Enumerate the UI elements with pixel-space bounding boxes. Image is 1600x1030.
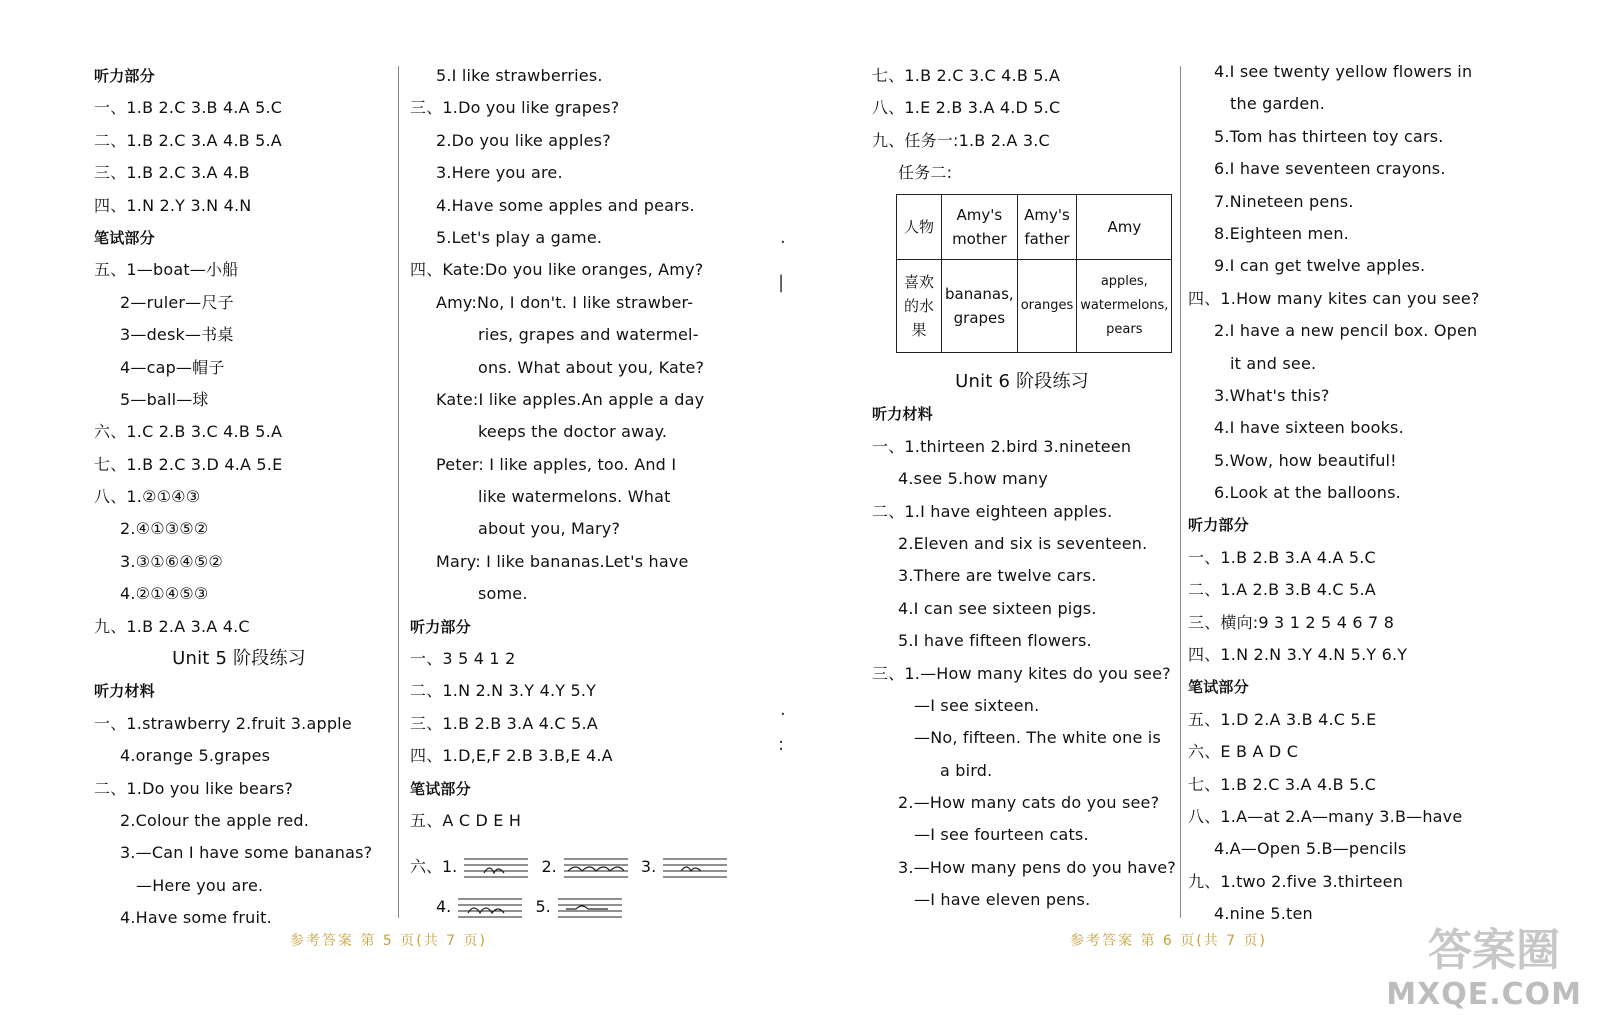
answer-line: 一、1.B 2.C 3.B 4.A 5.C: [94, 98, 283, 118]
answer-line: 7.Nineteen pens.: [1214, 191, 1354, 211]
answer-line: 8.Eighteen men.: [1214, 223, 1349, 243]
answer-line: 四、1.How many kites can you see?: [1188, 288, 1480, 308]
section-heading: 笔试部分: [94, 228, 155, 247]
answer-line: 七、1.B 2.C 3.A 4.B 5.C: [1188, 774, 1377, 794]
fruit-preference-table: [896, 194, 1172, 353]
answer-line: 2.④①③⑤②: [120, 519, 209, 539]
unit-title: Unit 5 阶段练习: [172, 648, 306, 670]
answer-line: 三、1.Do you like grapes?: [410, 98, 620, 118]
answer-line: like watermelons. What: [478, 487, 671, 507]
answer-line: a bird.: [940, 760, 993, 780]
answer-line: Peter: I like apples, too. And I: [436, 454, 677, 474]
answer-line: 九、1.two 2.five 3.thirteen: [1188, 871, 1404, 891]
row-six-item-5: 5.: [535, 897, 551, 916]
answer-line: keeps the doctor away.: [478, 422, 668, 442]
answer-line: 3—desk—书桌: [120, 325, 234, 345]
answer-line: 任务二:: [898, 163, 953, 183]
row-six-item-2: 2.: [541, 857, 557, 876]
table-cell: Amy: [1077, 195, 1172, 260]
answer-line: 六、1.C 2.B 3.C 4.B 5.A: [94, 422, 283, 442]
answer-line: 四、1.N 2.Y 3.N 4.N: [94, 195, 252, 215]
table-header-cell: 人物: [897, 195, 942, 260]
page5-footer: 参考答案 第 5 页(共 7 页): [290, 933, 487, 949]
answer-line: 五、A C D E H: [410, 810, 522, 830]
page6-footer: 参考答案 第 6 页(共 7 页): [1070, 933, 1267, 949]
answer-line: about you, Mary?: [478, 519, 621, 539]
staff-answer-4: [458, 895, 522, 921]
answer-line: 5.Let's play a game.: [436, 227, 603, 247]
answer-line: 二、1.Do you like bears?: [94, 778, 294, 798]
answer-line: 八、1.E 2.B 3.A 4.D 5.C: [872, 98, 1061, 118]
answer-line: 4.Have some fruit.: [120, 908, 272, 928]
answer-line: 二、1.A 2.B 3.B 4.C 5.A: [1188, 580, 1376, 600]
table-row: [897, 260, 1172, 353]
answer-line: 七、1.B 2.C 3.D 4.A 5.E: [94, 454, 283, 474]
answer-line: 五、1—boat—小船: [94, 260, 239, 280]
answer-line: 3.Here you are.: [436, 163, 563, 183]
answer-line: 4.I have sixteen books.: [1214, 418, 1404, 438]
section-heading: 听力部分: [94, 67, 155, 85]
section-heading: 听力部分: [1188, 516, 1249, 535]
answer-line: it and see.: [1230, 353, 1317, 373]
answer-line: 9.I can get twelve apples.: [1214, 256, 1426, 276]
row-six-item-4: 4.: [436, 897, 452, 916]
answer-line: 2.—How many cats do you see?: [898, 793, 1160, 813]
page6-column-divider: [1180, 66, 1181, 918]
answer-line: 2.I have a new pencil box. Open: [1214, 321, 1478, 341]
answer-line: 五、1.D 2.A 3.B 4.C 5.E: [1188, 709, 1377, 729]
answer-line: 4.I can see sixteen pigs.: [898, 598, 1097, 618]
binding-mark: :: [778, 734, 785, 755]
answer-line: 一、1.B 2.B 3.A 4.A 5.C: [1188, 547, 1376, 567]
answer-line: 5—ball—球: [120, 389, 209, 409]
answer-line: 2.Do you like apples?: [436, 130, 611, 150]
section-heading: 听力材料: [94, 682, 155, 701]
answer-line: Amy:No, I don't. I like strawber-: [436, 292, 694, 312]
page5-column-divider: [398, 66, 399, 918]
answer-line: 八、1.②①④③: [94, 487, 201, 507]
answer-line: —No, fifteen. The white one is: [914, 728, 1161, 748]
page6-left-column-bottom: [872, 366, 1176, 917]
answer-line: 2.Colour the apple red.: [120, 810, 310, 830]
binding-mark: |: [778, 272, 785, 293]
answer-line: some.: [478, 584, 528, 604]
answer-line: 5.Tom has thirteen toy cars.: [1214, 126, 1444, 146]
answer-line: ons. What about you, Kate?: [478, 357, 705, 377]
answer-line: 5.Wow, how beautiful!: [1214, 450, 1397, 470]
answer-line: 三、1.—How many kites do you see?: [872, 663, 1171, 683]
unit-title: Unit 6 阶段练习: [955, 371, 1089, 392]
answer-line: 4.orange 5.grapes: [120, 746, 271, 766]
row-six-prefix: 六、1.: [410, 857, 458, 876]
answer-line: —Here you are.: [136, 875, 264, 895]
answer-line: —I see sixteen.: [914, 695, 1040, 715]
answer-line: 九、1.B 2.A 3.A 4.C: [94, 616, 250, 636]
section-heading: 笔试部分: [410, 779, 471, 798]
watermark-site: MXQE.COM: [1386, 977, 1582, 1012]
table-cell: Amy's father: [1017, 195, 1077, 260]
answer-line: 3.③①⑥④⑤②: [120, 551, 223, 571]
binding-mark: ·: [780, 704, 786, 725]
table-cell: bananas, grapes: [942, 260, 1018, 353]
page5-right-column: [410, 60, 730, 837]
answer-line: —I see fourteen cats.: [914, 825, 1089, 845]
answer-line: ries, grapes and watermel-: [478, 325, 699, 345]
answer-line: 4.②①④⑤③: [120, 584, 209, 604]
answer-line: 二、1.I have eighteen apples.: [872, 501, 1113, 521]
answer-line: 3.What's this?: [1214, 385, 1330, 405]
answer-line: 4.A—Open 5.B—pencils: [1214, 839, 1407, 859]
section-heading: 笔试部分: [1188, 678, 1249, 697]
watermark-logo: 答案圈: [1428, 925, 1560, 976]
answer-line: 四、Kate:Do you like oranges, Amy?: [410, 260, 704, 280]
answer-line: 3.—Can I have some bananas?: [120, 843, 373, 863]
answer-line: —I have eleven pens.: [914, 890, 1091, 910]
page5-left-column: [94, 60, 384, 935]
section-heading: 听力部分: [410, 617, 471, 636]
answer-line: 6.Look at the balloons.: [1214, 483, 1401, 503]
table-cell: Amy's mother: [942, 195, 1018, 260]
answer-line: 3.There are twelve cars.: [898, 566, 1097, 586]
answer-line: 一、1.strawberry 2.fruit 3.apple: [94, 713, 352, 733]
answer-line: 三、1.B 2.B 3.A 4.C 5.A: [410, 713, 598, 733]
answer-line: 六、E B A D C: [1188, 742, 1299, 762]
answer-line: Kate:I like apples.An apple a day: [436, 389, 705, 409]
row-six-item-3: 3.: [640, 857, 657, 876]
answer-line: 一、3 5 4 1 2: [410, 649, 516, 669]
answer-line: 5.I like strawberries.: [436, 66, 603, 85]
page6-left-column-top: [872, 60, 1172, 190]
section-heading: 听力材料: [872, 405, 933, 424]
binding-mark: ·: [780, 232, 786, 253]
answer-line: 二、1.N 2.N 3.Y 4.Y 5.Y: [410, 681, 597, 701]
table-header-cell: 喜欢的水果: [897, 260, 942, 353]
answer-line: 一、1.thirteen 2.bird 3.nineteen: [872, 436, 1132, 456]
answer-line: 6.I have seventeen crayons.: [1214, 159, 1446, 179]
answer-line: 七、1.B 2.C 3.C 4.B 5.A: [872, 66, 1061, 85]
answer-line: the garden.: [1230, 94, 1326, 114]
answer-line: Mary: I like bananas.Let's have: [436, 551, 689, 571]
answer-line: 4.Have some apples and pears.: [436, 195, 695, 215]
answer-line: 三、横向:9 3 1 2 5 4 6 7 8: [1188, 612, 1395, 632]
staff-answer-1: [464, 855, 528, 881]
staff-answer-2: [564, 855, 628, 881]
answer-line: 二、1.B 2.C 3.A 4.B 5.A: [94, 130, 282, 150]
answer-line: 四、1.D,E,F 2.B 3.B,E 4.A: [410, 746, 613, 766]
answer-line: 4.I see twenty yellow flowers in: [1214, 62, 1473, 81]
answer-row-six-b: [436, 892, 622, 922]
table-cell: apples, watermelons, pears: [1077, 260, 1172, 353]
answer-line: 5.I have fifteen flowers.: [898, 631, 1092, 651]
answer-line: 2.Eleven and six is seventeen.: [898, 533, 1148, 553]
answer-line: 4—cap—帽子: [120, 357, 225, 377]
table-row: [897, 195, 1172, 260]
answer-line: 3.—How many pens do you have?: [898, 857, 1176, 877]
answer-line: 4.see 5.how many: [898, 469, 1048, 489]
staff-answer-3: [663, 855, 727, 881]
answer-line: 九、任务一:1.B 2.A 3.C: [872, 130, 1050, 150]
table-cell: oranges: [1017, 260, 1077, 353]
answer-line: 4.nine 5.ten: [1214, 904, 1313, 924]
answer-line: 2—ruler—尺子: [120, 292, 234, 312]
answer-line: 八、1.A—at 2.A—many 3.B—have: [1188, 806, 1463, 826]
answer-line: 三、1.B 2.C 3.A 4.B: [94, 163, 250, 183]
answer-line: 四、1.N 2.N 3.Y 4.N 5.Y 6.Y: [1188, 645, 1408, 665]
page6-right-column: [1188, 56, 1518, 931]
answer-row-six-a: [410, 852, 727, 882]
staff-answer-5: [558, 895, 622, 921]
